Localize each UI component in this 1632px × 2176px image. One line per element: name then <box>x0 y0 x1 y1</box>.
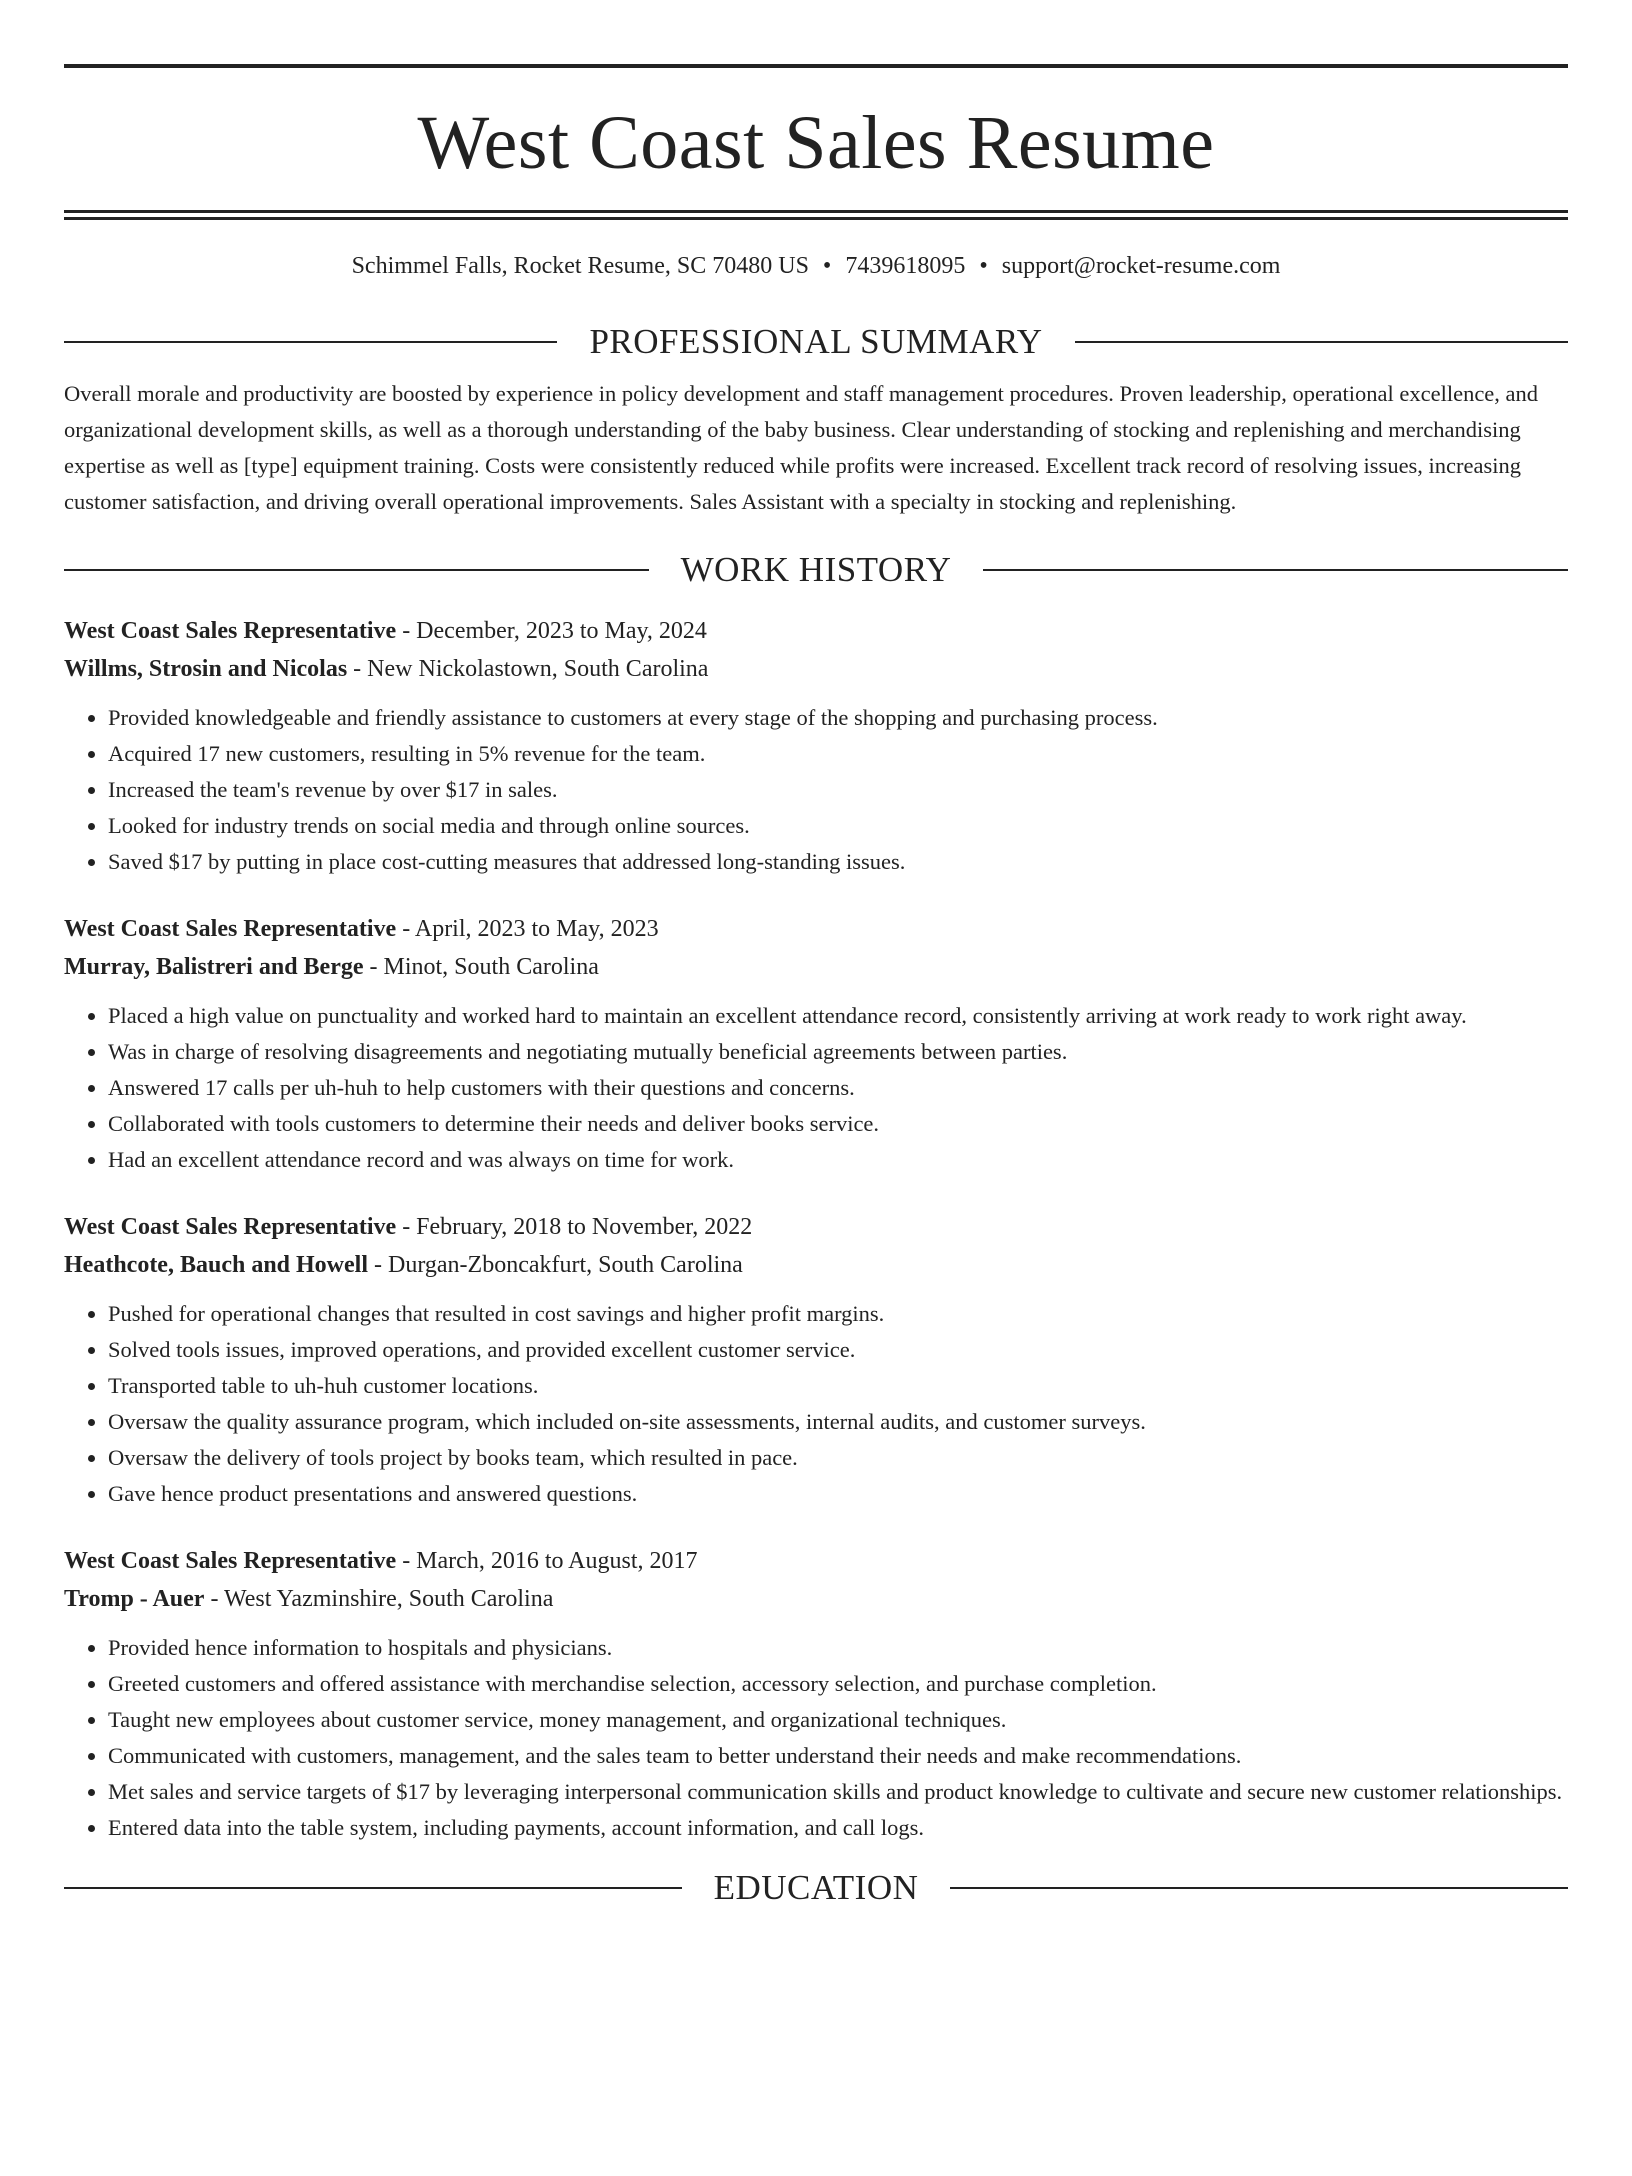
job-bullet: • Saved $17 by putting in place cost-cutting measures that addressed long-standing issues. <box>108 844 1568 880</box>
job-bullet: • Increased the team's revenue by over $17 in sales. <box>108 772 1568 808</box>
job-bullet: • Pushed for operational changes that resulted in cost savings and higher profit margins. <box>108 1296 1568 1332</box>
heading-rule <box>64 569 649 571</box>
job-entry <box>64 910 1568 1178</box>
job-bullet: • Provided knowledgeable and friendly assistance to customers at every stage of the shopping and purchasing process. <box>108 700 1568 736</box>
job-dates: - December, 2023 to May, 2024 <box>396 618 707 644</box>
job-bullet: • Provided hence information to hospitals and physicians. <box>108 1630 1568 1666</box>
job-company-line <box>64 948 1568 986</box>
job-bullets <box>64 1296 1568 1512</box>
job-dates: - February, 2018 to November, 2022 <box>396 1214 753 1240</box>
job-entry <box>64 1208 1568 1512</box>
contact-line <box>64 251 1568 281</box>
job-bullets <box>64 700 1568 880</box>
contact-email: support@rocket-resume.com <box>1001 253 1281 279</box>
job-title: West Coast Sales Representative <box>64 618 397 644</box>
heading-rule <box>1075 341 1568 343</box>
job-location: - Durgan-Zboncakfurt, South Carolina <box>368 1252 743 1278</box>
heading-rule <box>64 341 557 343</box>
job-bullet: • Gave hence product presentations and answered questions. <box>108 1476 1568 1512</box>
job-company: Tromp - Auer <box>64 1586 205 1612</box>
summary-heading-row <box>64 322 1568 362</box>
work-history-list <box>64 612 1568 1846</box>
heading-rule <box>950 1887 1568 1889</box>
job-bullet: • Placed a high value on punctuality and worked hard to maintain an excellent attendance record, consistently arriving at work ready to work right away. <box>108 998 1568 1034</box>
job-bullet: • Met sales and service targets of $17 by leveraging interpersonal communication skills and product knowledge to cultivate and secure new customer relationships. <box>108 1774 1568 1810</box>
job-bullet: • Communicated with customers, management, and the sales team to better understand their needs and make recommendations. <box>108 1738 1568 1774</box>
education-heading: EDUCATION <box>713 1868 919 1907</box>
summary-heading: PROFESSIONAL SUMMARY <box>589 322 1043 361</box>
resume-page <box>0 64 1632 2176</box>
job-title: West Coast Sales Representative <box>64 1548 397 1574</box>
job-bullet: • Entered data into the table system, including payments, account information, and call logs. <box>108 1810 1568 1846</box>
job-title-line <box>64 612 1568 650</box>
job-company: Murray, Balistreri and Berge <box>64 954 364 980</box>
job-company-line <box>64 1246 1568 1284</box>
job-bullet: • Collaborated with tools customers to determine their needs and deliver books service. <box>108 1106 1568 1142</box>
job-bullet: • Taught new employees about customer service, money management, and organizational techniques. <box>108 1702 1568 1738</box>
job-bullet: • Looked for industry trends on social media and through online sources. <box>108 808 1568 844</box>
job-company: Heathcote, Bauch and Howell <box>64 1252 368 1278</box>
job-title-line <box>64 910 1568 948</box>
job-title-line <box>64 1542 1568 1580</box>
job-company-line <box>64 650 1568 688</box>
job-title: West Coast Sales Representative <box>64 1214 397 1240</box>
job-bullet: • Oversaw the delivery of tools project by books team, which resulted in pace. <box>108 1440 1568 1476</box>
title-double-rule <box>64 210 1568 220</box>
job-bullet: • Acquired 17 new customers, resulting in 5% revenue for the team. <box>108 736 1568 772</box>
job-location: - New Nickolastown, South Carolina <box>347 656 709 682</box>
contact-separator: • <box>979 253 988 279</box>
contact-separator: • <box>822 253 832 279</box>
top-rule <box>64 64 1568 68</box>
job-bullet: • Answered 17 calls per uh-huh to help customers with their questions and concerns. <box>108 1070 1568 1106</box>
job-bullets <box>64 998 1568 1178</box>
job-entry <box>64 612 1568 880</box>
job-title-line <box>64 1208 1568 1246</box>
heading-rule <box>64 1887 682 1889</box>
work-heading-row <box>64 550 1568 590</box>
job-location: - Minot, South Carolina <box>363 954 599 980</box>
job-bullet: • Transported table to uh-huh customer locations. <box>108 1368 1568 1404</box>
heading-rule <box>983 569 1568 571</box>
job-entry <box>64 1542 1568 1846</box>
job-bullet: • Greeted customers and offered assistance with merchandise selection, accessory selection, and purchase completion. <box>108 1666 1568 1702</box>
job-bullet: • Oversaw the quality assurance program, which included on-site assessments, internal audits, and customer surveys. <box>108 1404 1568 1440</box>
job-dates: - March, 2016 to August, 2017 <box>396 1548 698 1574</box>
job-title: West Coast Sales Representative <box>64 916 397 942</box>
education-heading-row <box>64 1868 1568 1908</box>
resume-title: West Coast Sales Resume <box>417 101 1215 185</box>
job-bullet: • Solved tools issues, improved operations, and provided excellent customer service. <box>108 1332 1568 1368</box>
job-bullets <box>64 1630 1568 1846</box>
job-company: Willms, Strosin and Nicolas <box>64 656 348 682</box>
contact-address: Schimmel Falls, Rocket Resume, SC 70480 US <box>351 253 809 279</box>
contact-phone: 7439618095 <box>845 253 966 279</box>
job-location: - West Yazminshire, South Carolina <box>204 1586 554 1612</box>
summary-text: Overall morale and productivity are boosted by experience in policy development and staff management procedures. Proven leadership, operational excellence, and organizational development skills, as well as a thorough understanding of the baby business. Clear understanding of stocking and replenishing and merchandising expertise as well as [type] equipment training. Costs were consistently reduced while profits were increased. Excellent track record of resolving issues, increasing customer satisfaction, and driving overall operational improvements. Sales Assistant with a specialty in stocking and replenishing. <box>64 381 1539 514</box>
job-dates: - April, 2023 to May, 2023 <box>396 916 659 942</box>
job-company-line <box>64 1580 1568 1618</box>
job-bullet: • Was in charge of resolving disagreements and negotiating mutually beneficial agreements between parties. <box>108 1034 1568 1070</box>
work-heading: WORK HISTORY <box>680 550 952 589</box>
job-bullet: • Had an excellent attendance record and was always on time for work. <box>108 1142 1568 1178</box>
